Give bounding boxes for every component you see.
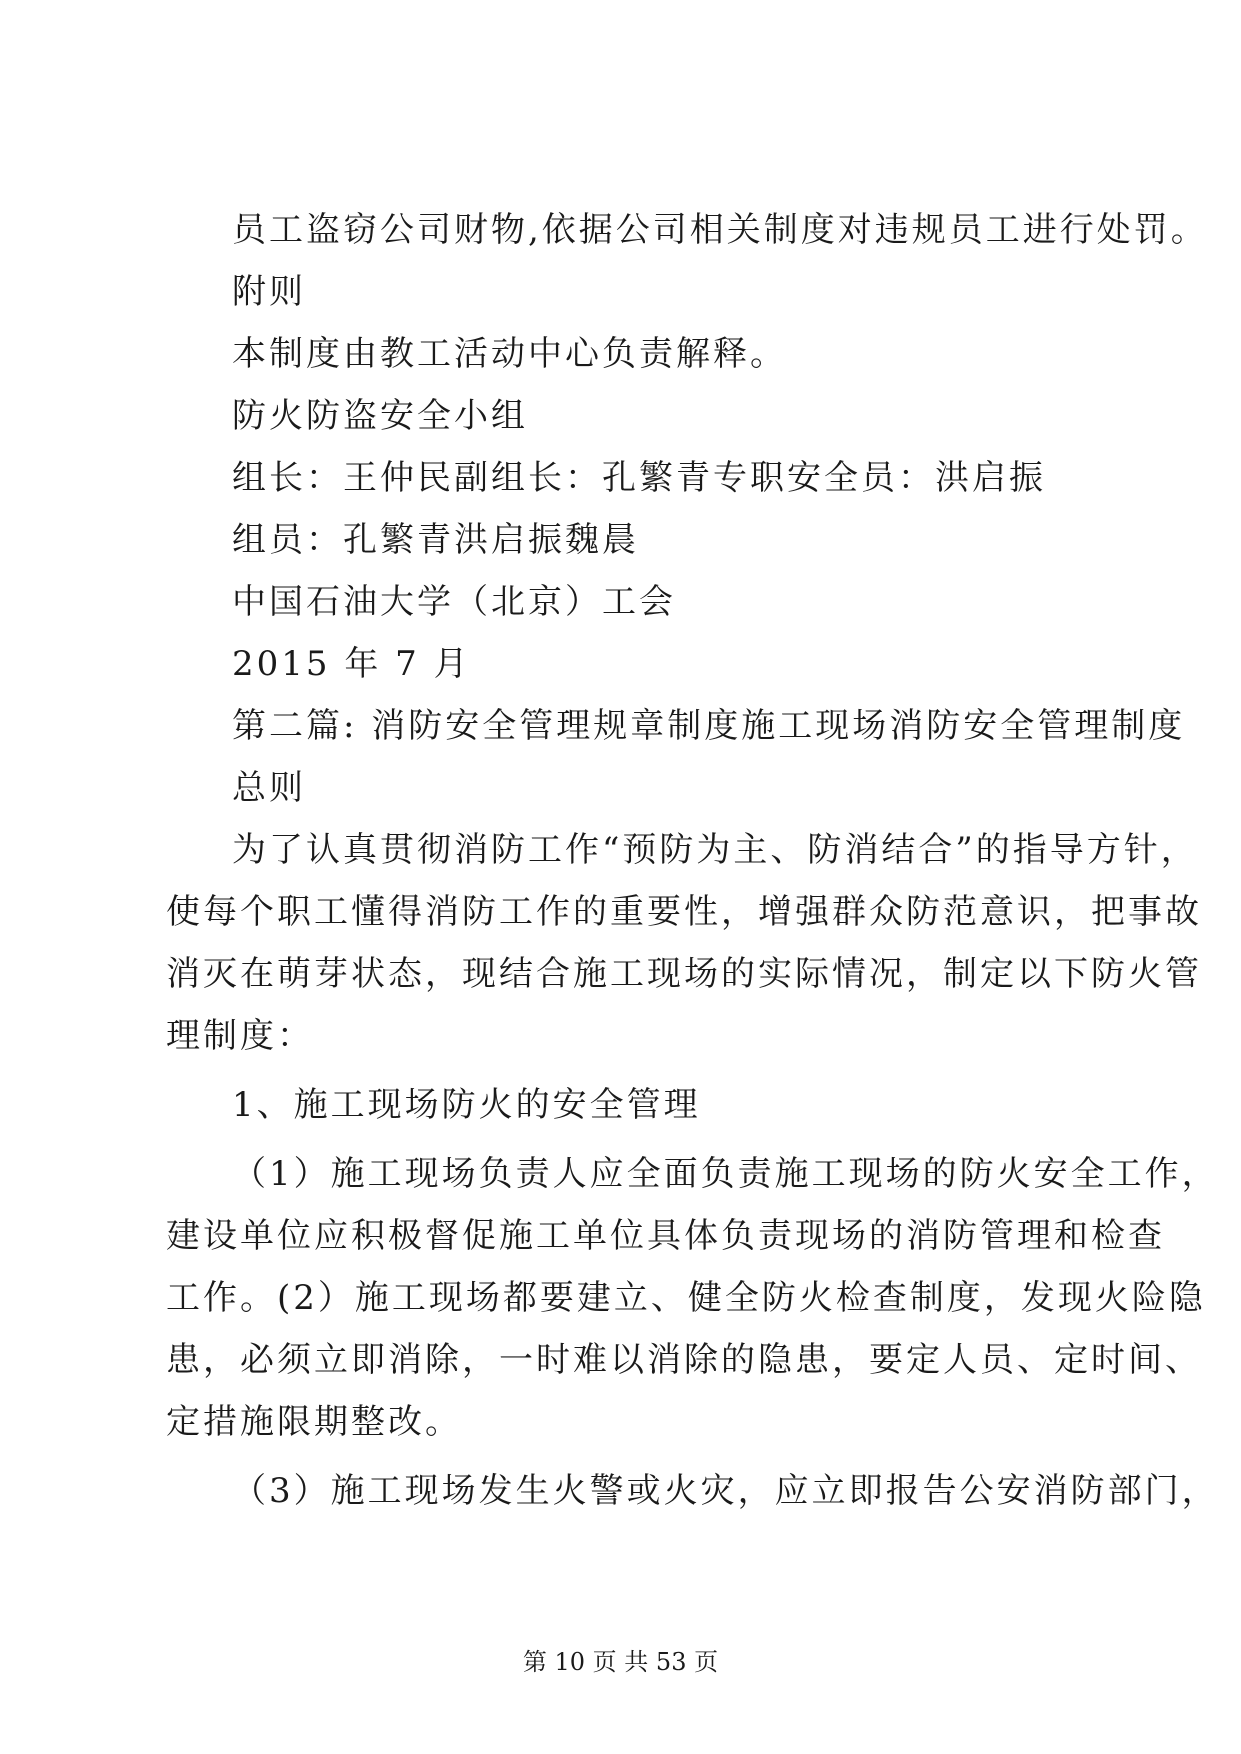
text-line: 组员：孔繁青洪启振魏晨 [232,520,639,560]
text-line: 员工盗窃公司财物,依据公司相关制度对违规员工进行处罚。 [232,210,1208,250]
date-line: 2015 年 7 月 [232,644,471,684]
text-line: 组长：王仲民副组长：孔繁青专职安全员：洪启振 [232,458,1046,498]
chapter-title: 第二篇: 消防安全管理规章制度施工现场消防安全管理制度 [232,706,1186,746]
page-number-footer: 第 10 页 共 53 页 [522,1648,719,1676]
text-line: 中国石油大学（北京）工会 [232,582,676,622]
text-line: 防火防盗安全小组 [232,396,528,436]
text-line: 工作。(2）施工现场都要建立、健全防火检查制度，发现火险隐 [166,1278,1206,1318]
text-line: （3）施工现场发生火警或火灾，应立即报告公安消防部门， [232,1471,1219,1511]
text-line: 消灭在萌芽状态，现结合施工现场的实际情况，制定以下防火管 [166,954,1202,994]
text-line: 患，必须立即消除，一时难以消除的隐患，要定人员、定时间、 [166,1340,1202,1380]
section-heading: 总则 [232,768,306,808]
text-line: 理制度： [166,1016,314,1056]
text-line: 建设单位应积极督促施工单位具体负责现场的消防管理和检查 [166,1216,1165,1256]
text-line: 为了认真贯彻消防工作“预防为主、防消结合”的指导方针， [232,830,1198,870]
section-heading: 1、施工现场防火的安全管理 [232,1085,701,1125]
text-line: （1）施工现场负责人应全面负责施工现场的防火安全工作， [232,1154,1219,1194]
text-line: 使每个职工懂得消防工作的重要性，增强群众防范意识，把事故 [166,892,1202,932]
section-heading: 附则 [232,272,306,312]
text-line: 本制度由教工活动中心负责解释。 [232,334,787,374]
text-line: 定措施限期整改。 [166,1402,462,1442]
